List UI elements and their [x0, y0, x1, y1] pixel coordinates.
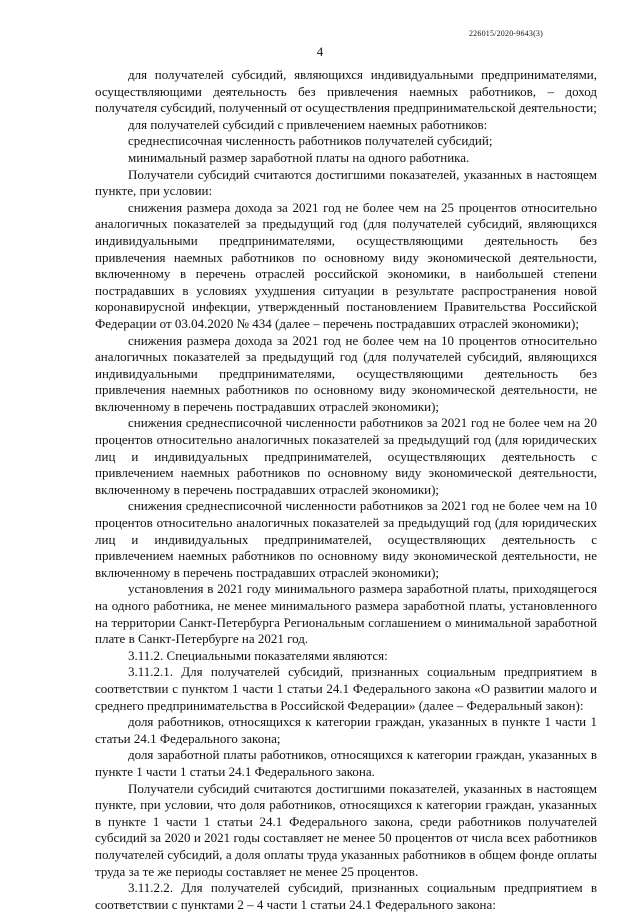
- paragraph: 3.11.2.1. Для получателей субсидий, признанных социальным предприятием в соответствии с пунктом 1 части 1 статьи 24.1 Федерального закона «О развитии малого и среднего предпринимательства в Российской Федерации» (далее – Федеральный закон):: [95, 664, 597, 713]
- paragraph: для получателей субсидий с привлечением наемных работников:: [128, 116, 488, 132]
- paragraph: Получатели субсидий считаются достигшими показателей, указанных в настоящем пункте, при условии, что доля работников, относящихся к категории граждан, указанных в пункте 1 части 1 статьи 24.1 Федерального закона, среди работников получателей субсидий за 2020 и 2021 годы составляет не менее 50 процентов от числа всех работников получателей субсидий, а доля оплаты труда указанных работников в общем фонде оплаты труда за те же периоды составляет не менее 25 процентов.: [95, 780, 597, 879]
- paragraph: снижения размера дохода за 2021 год не более чем на 25 процентов относительно аналогичных показателей за предыдущий год (для получателей субсидий, являющихся индивидуальными предпринимателями, осуществляющими деятельность без привлечения наемных работников по основному виду экономической деятельности, включенному в перечень отраслей российской экономики, в наибольшей степени пострадавших в условиях ухудшения ситуации в результате распространения новой коронавирусной инфекции, утвержденный постановлением Правительства Российской Федерации от 03.04.2020 № 434 (далее – перечень пострадавших отраслей экономики);: [95, 199, 597, 331]
- paragraph: минимальный размер заработной платы на одного работника.: [128, 149, 470, 165]
- section-heading: 3.11.2. Специальными показателями являются:: [128, 647, 388, 663]
- paragraph: снижения среднесписочной численности работников за 2021 год не более чем на 20 процентов относительно аналогичных показателей за предыдущий год (для юридических лиц и индивидуальных предпринимателей, осуществляющих деятельность с привлечением наемных работников по основному виду экономической деятельности, включенному в перечень пострадавших отраслей экономики);: [95, 415, 597, 497]
- paragraph: доля заработной платы работников, относящихся к категории граждан, указанных в пункте 1 части 1 статьи 24.1 Федерального закона.: [95, 747, 597, 779]
- paragraph: среднесписочная численность работников получателей субсидий;: [128, 133, 493, 149]
- paragraph: установления в 2021 году минимального размера заработной платы, приходящегося на одного работника, не менее минимального размера заработной платы, установленного на территории Санкт-Петербурга Региональным соглашением о минимальной заработной плате в Санкт-Петербурге на 2021 год.: [95, 581, 597, 647]
- paragraph: 3.11.2.2. Для получателей субсидий, признанных социальным предприятием в соответствии с пунктами 2 – 4 части 1 статьи 24.1 Федерального закона:: [95, 880, 597, 912]
- page-number: 4: [316, 44, 324, 59]
- paragraph: снижения среднесписочной численности работников за 2021 год не более чем на 10 процентов относительно аналогичных показателей за предыдущий год (для юридических лиц и индивидуальных предпринимателей, осуществляющих деятельность с привлечением наемных работников по основному виду экономической деятельности, не включенному в перечень пострадавших отраслей экономики);: [95, 498, 597, 580]
- document-body: [95, 67, 597, 913]
- paragraph: Получатели субсидий считаются достигшими показателей, указанных в настоящем пункте, при условии:: [95, 166, 597, 199]
- paragraph: для получателей субсидий, являющихся индивидуальными предпринимателями, осуществляющими деятельность без привлечения наемных работников, – доход получателя субсидий, полученный от осуществления предпринимательской деятельности;: [95, 67, 597, 116]
- paragraph: снижения размера дохода за 2021 год не более чем на 10 процентов относительно аналогичных показателей за предыдущий год (для получателей субсидий, являющихся индивидуальными предпринимателями, осуществляющими деятельность без привлечения наемных работников по основному виду экономической деятельности, не включенному в перечень пострадавших отраслей экономики);: [95, 332, 597, 414]
- paragraph: доля работников, относящихся к категории граждан, указанных в пункте 1 части 1 статьи 24.1 Федерального закона;: [95, 714, 597, 746]
- document-reference-number: 226015/2020-9643(3): [468, 29, 543, 38]
